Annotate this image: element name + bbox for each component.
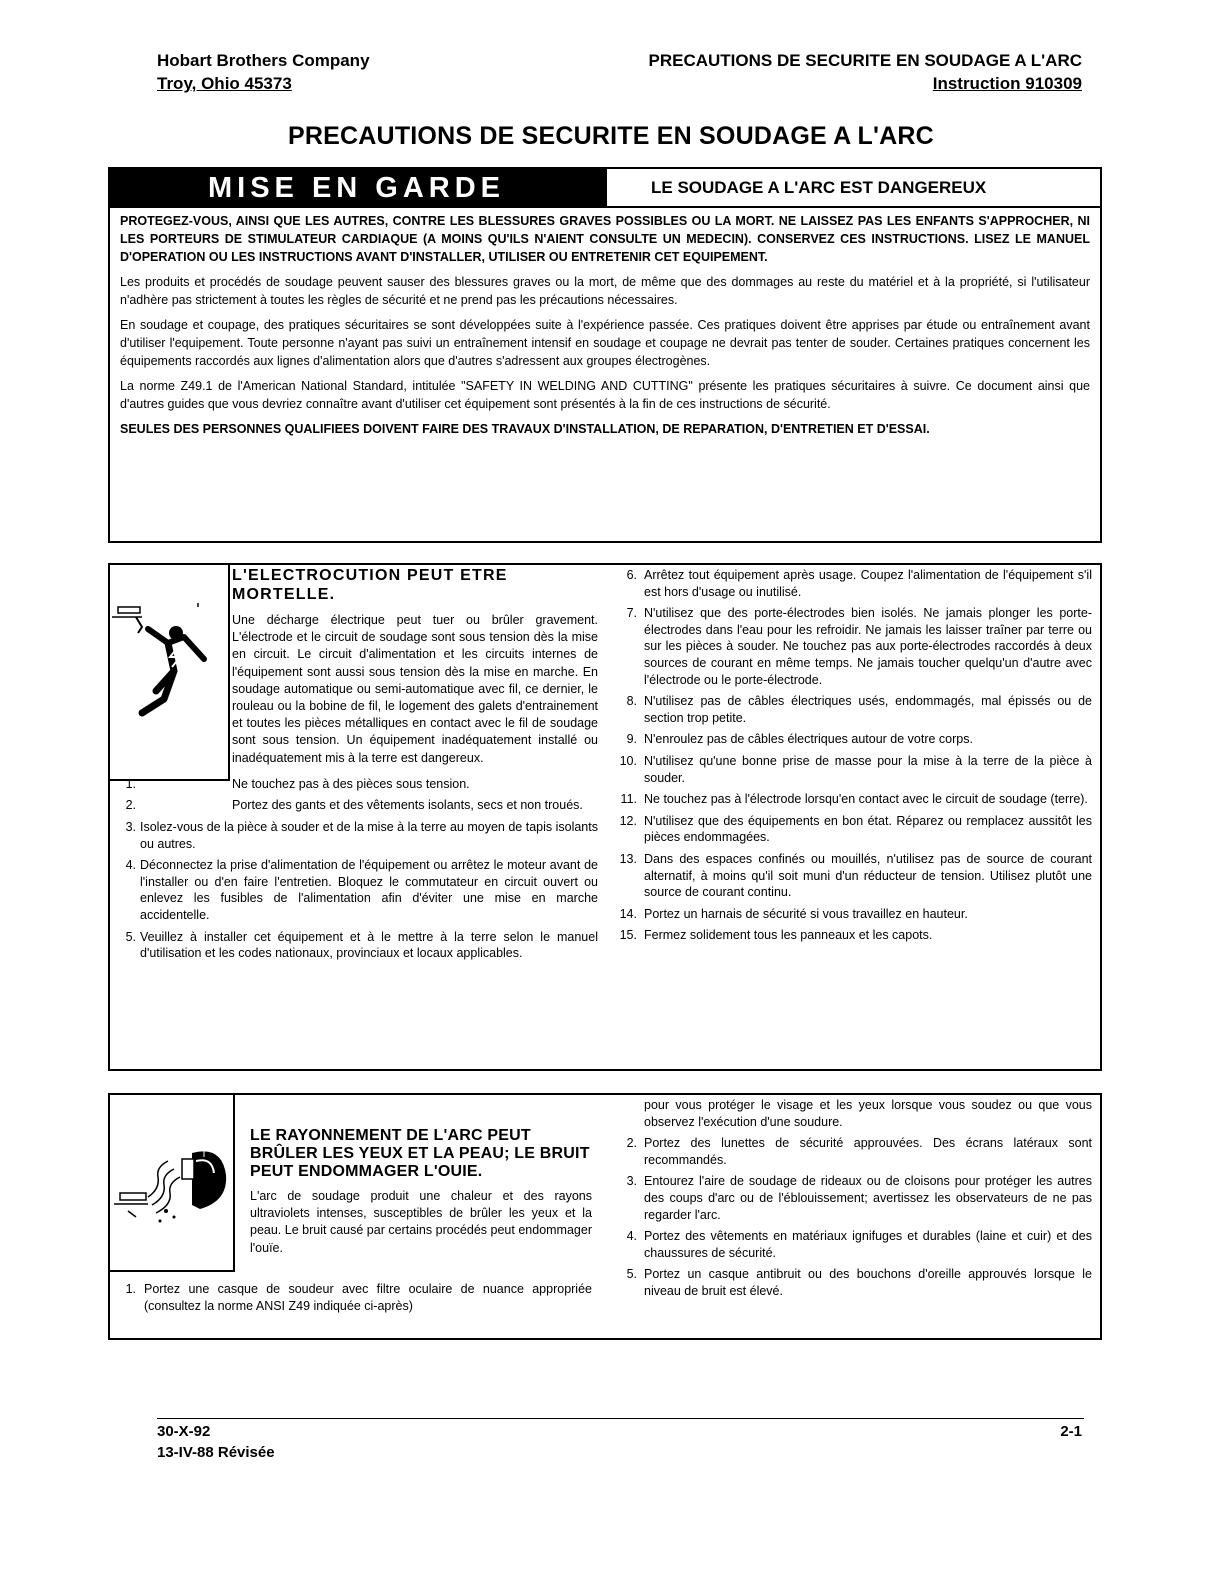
list-item: 6. Arrêtez tout équipement après usage. Coupez l'alimentation de l'équipement s'il est hors d'usage ou inutilisé. [626, 568, 1092, 599]
electrocution-list-right [614, 567, 1092, 944]
warning-box [108, 167, 1102, 543]
arc-radiation-icon-frame [108, 1093, 235, 1272]
list-item: 12. N'utilisez que des équipements en bon état. Réparez ou remplacez aussitôt les pièces endommagées. [619, 813, 1092, 845]
list-item: 2. Portez des lunettes de sécurité approuvées. Des écrans latéraux sont recommandés. [626, 1136, 1092, 1167]
warning-content [120, 212, 1090, 445]
header-doc-block [649, 49, 1082, 95]
electrocution-list-left [118, 776, 598, 962]
footer-dates [157, 1421, 275, 1463]
list-item: 15. Fermez solidement tous les panneaux et les capots. [619, 928, 933, 943]
page-number: 2-1 [1060, 1423, 1082, 1440]
warning-banner: MISE EN GARDE [110, 169, 607, 208]
electrocution-intro-text: Une décharge électrique peut tuer ou brûler gravement. L'électrode et le circuit de soudage sont sous tension dès la mise en circuit. Le circuit d'alimentation et les circuits internes de l'équipement sont aussi sous tension dès la mise en marche. En soudage automatique ou semi-automatique avec fil, ce dernier, le rouleau ou la bobine de fil, le logement des galets d'entrainement et toutes les pièces métalliques en contact avec le fil de soudage sont sous tension. Un équipement inadéquatement installé ou inadéquatement mis à la terre est dangereux. [232, 613, 598, 765]
list-item: 11. Ne touchez pas à l'électrode lorsqu'en contact avec le circuit de soudage (terre). [620, 792, 1088, 807]
arc-radiation-right-column [614, 1097, 1092, 1305]
electrocution-left-column [118, 565, 598, 967]
list-item: 9. N'enroulez pas de câbles électriques autour de votre corps. [626, 732, 973, 747]
list-item: 3. Isolez-vous de la pièce à souder et de la mise à la terre au moyen de tapis isolants ou autres. [125, 820, 598, 851]
warning-heading: LE SOUDAGE A L'ARC EST DANGEREUX [607, 169, 1100, 208]
electrocution-title: L'ELECTROCUTION PEUT ETRE MORTELLE. [232, 567, 508, 603]
welder-helmet-icon [108, 1093, 231, 1268]
list-item: 2. Portez des gants et des vêtements isolants, secs et non troués. [125, 798, 583, 813]
list-item: 1. Ne touchez pas à des pièces sous tension. [125, 776, 470, 791]
arc-radiation-item-1: 1. Portez une casque de soudeur avec filtre oculaire de nuance appropriée (consultez la norme ANSI Z49 indiquée ci-après) [125, 1282, 592, 1313]
electrocution-intro [118, 612, 598, 767]
electrocution-title-wrap [232, 566, 598, 604]
header-company-block [157, 49, 370, 95]
list-item: 13. Dans des espaces confinés ou mouillés, n'utilisez pas de source de courant alternatif, à moins qu'il soit muni d'un réducteur de tension. Utilisez plutôt une source de courant continu. [619, 851, 1092, 900]
header-doc-title: PRECAUTIONS DE SECURITE EN SOUDAGE A L'ARC [648, 51, 1082, 70]
list-item: 4. Portez des vêtements en matériaux ignifuges et durables (laine et cuir) et des chaussures de sécurité. [626, 1229, 1092, 1260]
electrocution-right-column [614, 567, 1092, 949]
electrocution-section [108, 563, 1102, 1071]
list-item: 14. Portez un harnais de sécurité si vous travaillez en hauteur. [619, 906, 968, 921]
list-item: 5. Portez un casque antibruit ou des bouchons d'oreille approuvés lorsque le niveau de bruit est élevé. [626, 1267, 1092, 1298]
arc-radiation-item-1-continued: pour vous protéger le visage et les yeux lorsque vous soudez ou que vous observez l'exécution d'une soudure. [644, 1098, 1092, 1129]
list-item: 4. Déconnectez la prise d'alimentation de l'équipement ou arrêtez le moteur avant de l'installer ou d'en faire l'entretien. Bloquez le commutateur en circuit ouvert ou enlevez les fusibles de l'alimentation afin d'éviter une mise en marche accidentelle. [125, 858, 598, 922]
page-title: PRECAUTIONS DE SECURITE EN SOUDAGE A L'ARC [288, 122, 934, 150]
list-item: 5. Veuillez à installer cet équipement et à le mettre à la terre selon le manuel d'utilisation et les codes nationaux, provinciaux et locaux applicables. [125, 929, 598, 961]
company-name: Hobart Brothers Company [157, 51, 370, 70]
instruction-number: Instruction 910309 [932, 74, 1082, 93]
company-address: Troy, Ohio 45373 [157, 74, 292, 93]
warning-paragraph-3: La norme Z49.1 de l'American National Standard, intitulée "SAFETY IN WELDING AND CUTTING" présente les pratiques sécuritaires à suivre. Ce document ainsi que d'autres guides que vous devriez connaître avant d'utiliser cet équipement sont présentés à la fin de ces instructions de sécurité. [120, 379, 1090, 411]
list-item: 10. N'utilisez qu'une bonne prise de masse pour la mise à la terre de la pièce à souder. [619, 753, 1092, 785]
warning-paragraph-2: En soudage et coupage, des pratiques sécuritaires se sont développées suite à l'expérience passée. Ces pratiques doivent être apprises par étude ou entraînement avant d'utiliser l'equipement. Toute personne n'ayant pas suivi un entraînement intensif en soudage et coupage ne devrait pas tenter de souder. Certaines pratiques concernent les équipements raccordés aux lignes d'alimentation alors que d'autres s'adressent aux groupes électrogènes. [120, 318, 1090, 368]
arc-radiation-section [108, 1093, 1102, 1340]
footer-revised: 13-IV-88 Révisée [157, 1444, 275, 1461]
arc-radiation-title: LE RAYONNEMENT DE L'ARC PEUT BRÛLER LES YEUX ET LA PEAU; LE BRUIT PEUT ENDOMMAGER L'OUIE. [250, 1127, 590, 1180]
arc-radiation-intro: L'arc de soudage produit une chaleur et des rayons ultraviolets intenses, susceptibles de brûler les yeux et la peau. Le bruit causé par certains procédés peut endommager l'ouïe. [250, 1189, 592, 1255]
arc-radiation-list-right [614, 1135, 1092, 1299]
list-item: 3. Entourez l'aire de soudage de rideaux ou de cloisons pour protéger les autres des coups d'arc ou de l'éblouissement; avertissez les observateurs de ne pas regarder l'arc. [626, 1174, 1092, 1222]
warning-closing: SEULES DES PERSONNES QUALIFIEES DOIVENT FAIRE DES TRAVAUX D'INSTALLATION, DE REPARATION, D'ENTRETIEN ET D'ESSAI. [120, 422, 930, 436]
list-item: 7. N'utilisez que des porte-électrodes bien isolés. Ne jamais plonger les porte-électrodes dans l'eau pour les refroidir. Ne jamais les laisser traîner par terre ou sur les pièces à souder. Ne touchez pas aux porte-électrodes raccordés à deux sources de courant en même temps. Ne jamais toucher quelqu'un d'autre avec l'électrode ou le porte-électrode. [626, 606, 1092, 687]
warning-caps-paragraph: PROTEGEZ-VOUS, AINSI QUE LES AUTRES, CONTRE LES BLESSURES GRAVES POSSIBLES OU LA MORT. NE LAISSEZ PAS LES ENFANTS S'APPROCHER, NI LES PORTEURS DE STIMULATEUR CARDIAQUE (A MOINS QU'ILS N'AIENT CONSULTE UN MEDECIN). CONSERVEZ CES INSTRUCTIONS. LISEZ LE MANUEL D'OPERATION OU LES INSTRUCTIONS AVANT D'INSTALLER, UTILISER OU ENTRETENIR CET EQUIPEMENT. [120, 214, 1090, 264]
arc-radiation-title-block [250, 1127, 592, 1257]
footer-rule [157, 1418, 1084, 1419]
list-item: 8. N'utilisez pas de câbles électriques usés, endommagés, mal épissés ou de section trop petite. [626, 694, 1092, 725]
footer-date: 30-X-92 [157, 1423, 211, 1440]
warning-paragraph-1: Les produits et procédés de soudage peuvent sauser des blessures graves ou la mort, de même que des dommages au reste du matériel et à la propriété, si l'utilisateur n'adhère pas strictement à toutes les règles de sécurité et ne prend pas les précautions nécessaires. [120, 275, 1090, 307]
